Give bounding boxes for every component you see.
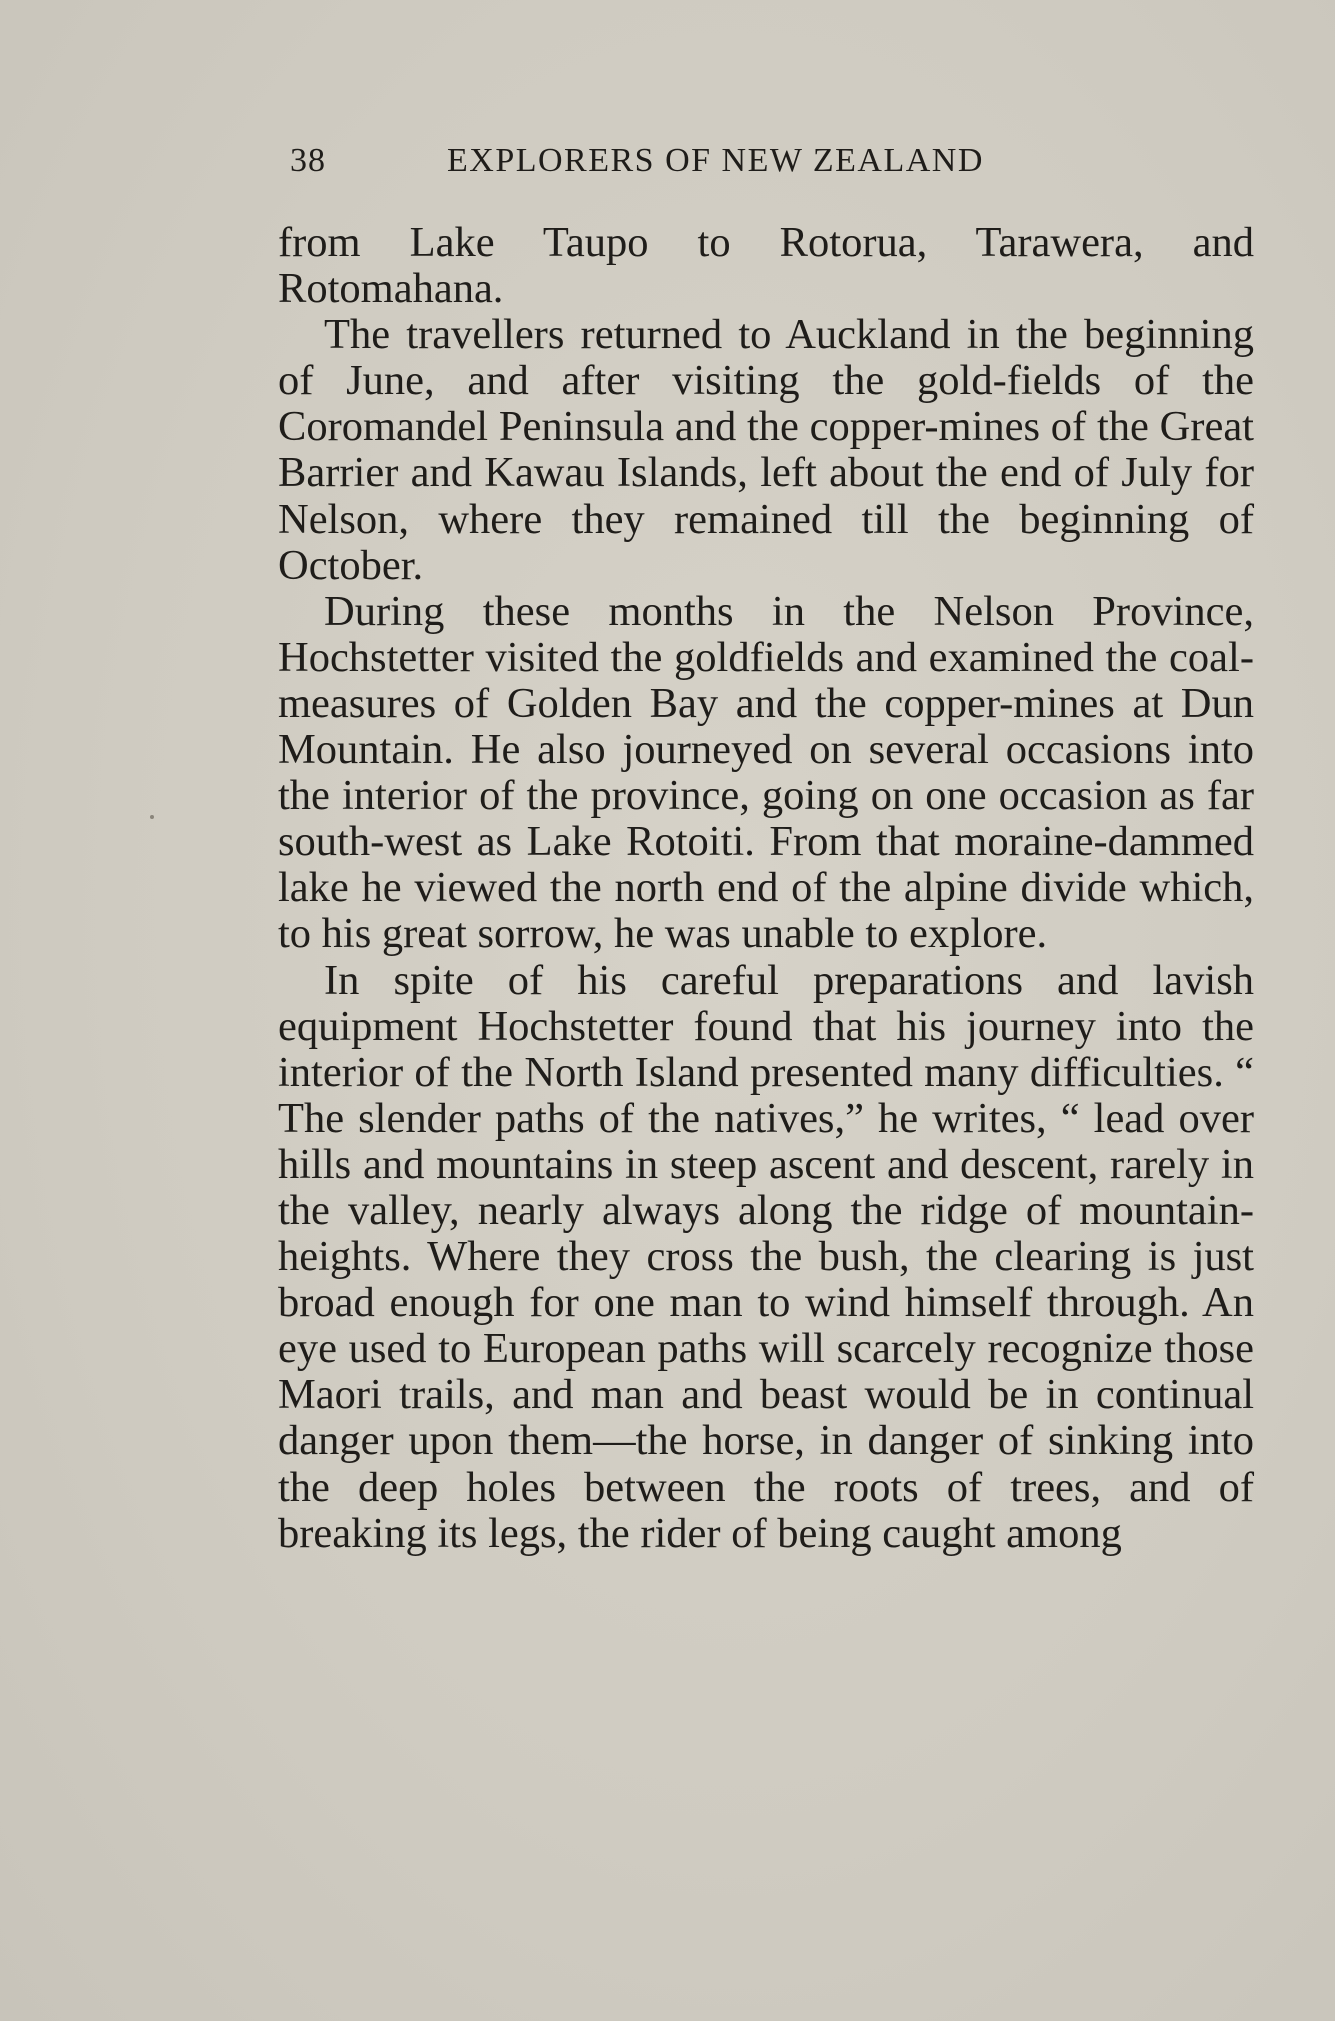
paper-speck — [150, 815, 154, 819]
paragraph-journey-difficulties: In spite of his careful preparations and lavish equipment Hochstetter found that his journey into the interior of the North Island presented many difficulties. “ The slender paths of the natives,” he writes, “ lead over hills and mountains in steep ascent and descent, rarely in the valley, nearly always along the ridge of mountain-heights. Where they cross the bush, the clearing is just broad enough for one man to wind himself through. An eye used to European paths will scarcely recognize those Maori trails, and man and beast would be in continual danger upon them—the horse, in danger of sinking into the deep holes between the roots of trees, and of breaking its legs, the rider of being caught among — [278, 956, 1254, 1557]
paragraph-continuation: from Lake Taupo to Rotorua, Tarawera, and Rotomahana. — [278, 219, 1254, 313]
paragraph-travellers-return: The travellers returned to Auckland in the beginning of June, and after visiting the gold-fields of the Coromandel Peninsula and the copper-mines of the Great Barrier and Kawau Islands, left about the end of July for Nelson, where they remained till the beginning of October. — [278, 311, 1254, 589]
page-header — [290, 142, 1080, 192]
running-title: EXPLORERS OF NEW ZEALAND — [447, 142, 984, 179]
page-number: 38 — [290, 142, 326, 179]
paragraph-nelson-province: During these months in the Nelson Province, Hochstetter visited the goldfields and examined the coal-measures of Golden Bay and the copper-mines at Dun Mountain. He also journeyed on several occasions into the interior of the province, going on one occasion as far south-west as Lake Rotoiti. From that moraine-dammed lake he viewed the north end of the alpine divide which, to his great sorrow, he was unable to explore. — [278, 587, 1254, 958]
body-text — [278, 220, 1254, 1557]
